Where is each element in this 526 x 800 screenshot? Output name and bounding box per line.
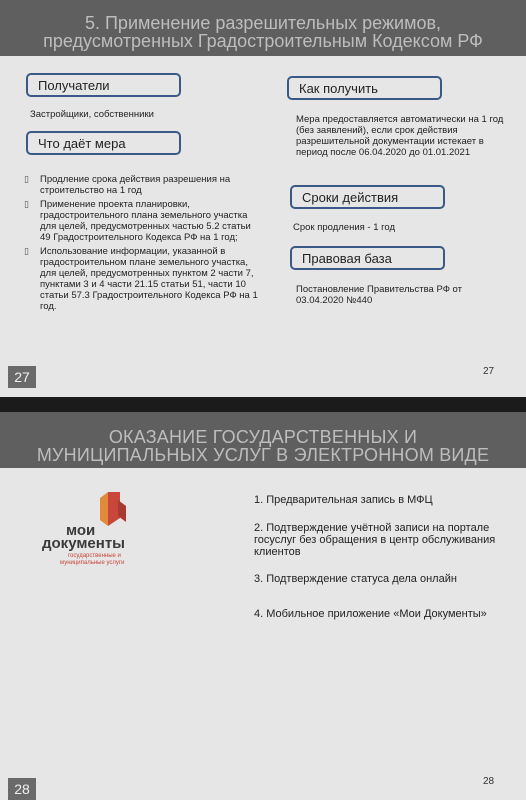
what-list-item: ▯ Продление срока действия разрешения на строительство на 1 год (24, 174, 231, 196)
service-item: 2. Подтверждение учётной записи на портале госуслуг без обращения в центр обслуживания клиентов (254, 522, 496, 558)
slide-28 (0, 412, 526, 800)
how-label-box (287, 76, 442, 100)
logo-subtitle-line-1: государственные и (68, 553, 121, 559)
slide-title (0, 0, 526, 56)
moi-dokumenty-logo (38, 488, 148, 576)
service-item: 3. Подтверждение статуса дела онлайн (254, 573, 457, 585)
terms-label: Сроки действия (302, 190, 399, 205)
legal-label-box (290, 246, 445, 270)
service-item: 4. Мобильное приложение «Мои Документы» (254, 608, 487, 620)
recipients-text: Застройщики, собственники (30, 109, 154, 120)
what-list-item: ▯ Использование информации, указанной в градостроительном плане земельного участка, для целей, предусмотренных пунктом 2 части 7, пунктами 3 и 4 части 21.15 статьи 51, части 10 статьи 57.3 Градостроительного Кодекса РФ на 1 год. (24, 246, 258, 312)
legal-label: Правовая база (302, 251, 392, 266)
page-number: 28 (483, 776, 495, 787)
slide-title (0, 412, 526, 468)
how-text: Мера предоставляется автоматически на 1 год (без заявлений), если срок действия разрешительной документации истекает в период после 06.04.2020 до 01.01.2021 (296, 114, 504, 158)
page-badge: 28 (8, 778, 36, 800)
page-badge: 27 (8, 366, 36, 388)
bullet-marker: ▯ (24, 246, 29, 256)
page-number: 27 (483, 366, 495, 377)
bullet-marker: ▯ (24, 199, 29, 209)
service-item: 1. Предварительная запись в МФЦ (254, 494, 433, 506)
recipients-label-box (26, 73, 181, 97)
what-label: Что даёт мера (38, 136, 126, 151)
slide-title-line-1: 5. Применение разрешительных режимов, (84, 13, 442, 33)
terms-label-box (290, 185, 445, 209)
slide-title-line-2: МУНИЦИПАЛЬНЫХ УСЛУГ В ЭЛЕКТРОННОМ ВИДЕ (36, 445, 490, 465)
what-label-box (26, 131, 181, 155)
logo-title-line-2: документы (42, 535, 125, 552)
logo-title-line-1: мои (66, 522, 96, 539)
terms-text: Срок продления - 1 год (293, 222, 396, 233)
recipients-label: Получатели (38, 78, 110, 93)
legal-text: Постановление Правительства РФ от 03.04.2020 №440 (296, 284, 462, 306)
logo-subtitle-line-2: муниципальные услуги (60, 560, 125, 566)
how-label: Как получить (299, 81, 378, 96)
slide-27 (0, 0, 526, 397)
bullet-marker: ▯ (24, 174, 29, 184)
slide-title-line-1: ОКАЗАНИЕ ГОСУДАРСТВЕННЫХ И (108, 427, 418, 447)
what-list (24, 174, 260, 315)
slide-title-line-2: предусмотренных Градостроительным Кодексом РФ (43, 31, 483, 51)
what-list-item: ▯ Применение проекта планировки, градостроительного плана земельного участка для целей, предусмотренных частью 5.2 статьи 49 Градостроительного Кодекса РФ на 1 год; (24, 199, 251, 243)
